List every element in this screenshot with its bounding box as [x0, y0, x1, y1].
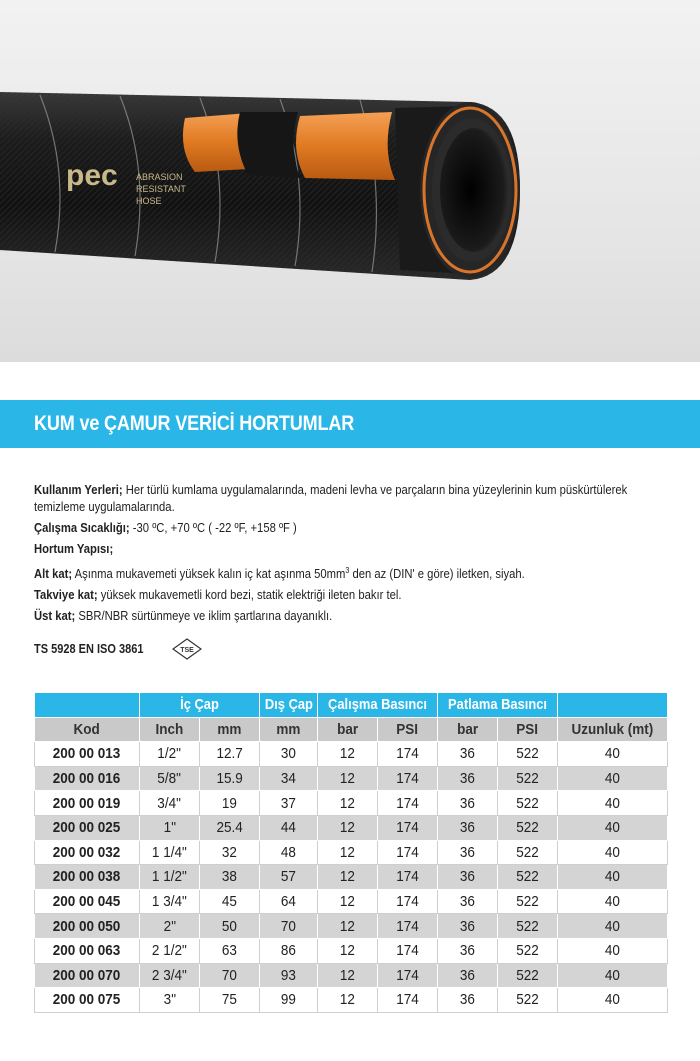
cell-burst-bar: 36 [438, 840, 498, 865]
cell-inner-mm: 15.9 [200, 766, 260, 791]
table-row [35, 865, 668, 890]
cell-burst-bar: 36 [438, 914, 498, 939]
blank-length-header [558, 693, 668, 718]
standard-reference: TS 5928 EN ISO 3861 [34, 642, 144, 656]
cell-work-bar: 12 [318, 963, 378, 988]
inner-layer-text-a: Aşınma mukavemeti yüksek kalın iç kat aşınma 50mm [72, 567, 346, 581]
col-work-psi: PSI [378, 717, 438, 742]
reinforcement-paragraph [34, 587, 674, 604]
col-code: Kod [35, 717, 140, 742]
hose-illustration [0, 0, 700, 362]
cell-outer-mm: 30 [260, 742, 318, 767]
col-burst-psi: PSI [498, 717, 558, 742]
cell-inner-mm: 70 [200, 963, 260, 988]
cell-inch: 2 1/2" [140, 938, 200, 963]
cell-length: 40 [558, 840, 668, 865]
cell-burst-bar: 36 [438, 791, 498, 816]
cell-work-bar: 12 [318, 840, 378, 865]
hose-print-line-2: RESISTANT [136, 184, 186, 194]
brand-logo: pec [66, 159, 118, 192]
temperature-paragraph [34, 520, 674, 537]
cell-work-psi: 174 [378, 742, 438, 767]
table-row [35, 791, 668, 816]
inner-layer-text-b: den az (DIN' e göre) iletken, siyah. [349, 567, 525, 581]
table-row [35, 938, 668, 963]
cell-work-psi: 174 [378, 815, 438, 840]
cell-burst-psi: 522 [498, 963, 558, 988]
usage-label: Kullanım Yerleri; [34, 483, 123, 497]
table-row [35, 889, 668, 914]
product-description [34, 482, 674, 629]
specification-table [34, 692, 668, 1013]
cell-code: 200 00 032 [35, 840, 140, 865]
cell-burst-psi: 522 [498, 865, 558, 890]
cell-inch: 3" [140, 988, 200, 1013]
table-row [35, 963, 668, 988]
inner-layer-sup: 3 [345, 566, 350, 575]
cell-burst-psi: 522 [498, 889, 558, 914]
cell-length: 40 [558, 766, 668, 791]
cell-work-psi: 174 [378, 914, 438, 939]
col-work-bar: bar [318, 717, 378, 742]
product-image [0, 0, 700, 362]
cell-work-bar: 12 [318, 938, 378, 963]
cell-inch: 1 1/2" [140, 865, 200, 890]
cell-burst-bar: 36 [438, 889, 498, 914]
cell-work-psi: 174 [378, 988, 438, 1013]
cell-code: 200 00 063 [35, 938, 140, 963]
cell-inch: 1" [140, 815, 200, 840]
cell-work-psi: 174 [378, 938, 438, 963]
cell-inch: 2" [140, 914, 200, 939]
cell-code: 200 00 075 [35, 988, 140, 1013]
cell-work-psi: 174 [378, 791, 438, 816]
cell-inner-mm: 25.4 [200, 815, 260, 840]
burst-pressure-header: Patlama Basıncı [438, 693, 558, 718]
table-row [35, 988, 668, 1013]
cell-inner-mm: 38 [200, 865, 260, 890]
table-row [35, 840, 668, 865]
cell-burst-psi: 522 [498, 938, 558, 963]
inner-layer-label: Alt kat; [34, 567, 73, 581]
cell-code: 200 00 025 [35, 815, 140, 840]
outer-layer-text: SBR/NBR sürtünmeye ve iklim şartlarına dayanıklı. [75, 609, 333, 623]
cell-length: 40 [558, 815, 668, 840]
cell-inch: 3/4" [140, 791, 200, 816]
cell-inner-mm: 50 [200, 914, 260, 939]
inner-layer-paragraph [34, 562, 674, 583]
temperature-text: -30 ºC, +70 ºC ( -22 ºF, +158 ºF ) [129, 521, 297, 535]
cell-work-psi: 174 [378, 963, 438, 988]
cell-length: 40 [558, 742, 668, 767]
section-banner [0, 400, 700, 448]
cell-burst-bar: 36 [438, 815, 498, 840]
cell-code: 200 00 016 [35, 766, 140, 791]
cell-length: 40 [558, 963, 668, 988]
cell-inch: 2 3/4" [140, 963, 200, 988]
cell-outer-mm: 99 [260, 988, 318, 1013]
cell-length: 40 [558, 889, 668, 914]
cell-inch: 5/8" [140, 766, 200, 791]
tse-logo-text: TSE [180, 647, 194, 654]
cell-outer-mm: 57 [260, 865, 318, 890]
cell-work-psi: 174 [378, 889, 438, 914]
outer-layer-paragraph [34, 608, 674, 625]
cell-work-bar: 12 [318, 988, 378, 1013]
cell-burst-psi: 522 [498, 815, 558, 840]
cell-burst-bar: 36 [438, 865, 498, 890]
col-inner-mm: mm [200, 717, 260, 742]
table-row [35, 815, 668, 840]
cell-work-bar: 12 [318, 914, 378, 939]
cell-work-bar: 12 [318, 791, 378, 816]
cell-outer-mm: 34 [260, 766, 318, 791]
cell-outer-mm: 86 [260, 938, 318, 963]
cell-burst-bar: 36 [438, 938, 498, 963]
cell-work-psi: 174 [378, 840, 438, 865]
cell-outer-mm: 37 [260, 791, 318, 816]
cell-burst-psi: 522 [498, 766, 558, 791]
cell-work-bar: 12 [318, 766, 378, 791]
cell-work-bar: 12 [318, 815, 378, 840]
structure-label: Hortum Yapısı; [34, 542, 114, 556]
col-length: Uzunluk (mt) [558, 717, 668, 742]
cell-inner-mm: 45 [200, 889, 260, 914]
table-row [35, 742, 668, 767]
outer-diameter-header: Dış Çap [260, 693, 318, 718]
temperature-label: Çalışma Sıcaklığı; [34, 521, 130, 535]
cell-burst-psi: 522 [498, 988, 558, 1013]
cell-length: 40 [558, 938, 668, 963]
usage-paragraph [34, 482, 674, 516]
cell-burst-psi: 522 [498, 791, 558, 816]
tse-certification-icon [172, 638, 202, 660]
cell-inner-mm: 12.7 [200, 742, 260, 767]
cell-length: 40 [558, 988, 668, 1013]
cell-inner-mm: 19 [200, 791, 260, 816]
cell-burst-bar: 36 [438, 742, 498, 767]
page-title: KUM ve ÇAMUR VERİCİ HORTUMLAR [34, 412, 355, 435]
cell-work-bar: 12 [318, 742, 378, 767]
cell-inch: 1 1/4" [140, 840, 200, 865]
outer-layer-label: Üst kat; [34, 609, 76, 623]
cell-outer-mm: 48 [260, 840, 318, 865]
cell-outer-mm: 44 [260, 815, 318, 840]
reinforcement-label: Takviye kat; [34, 588, 98, 602]
cell-code: 200 00 013 [35, 742, 140, 767]
structure-heading [34, 541, 674, 558]
working-pressure-header: Çalışma Basıncı [318, 693, 438, 718]
cell-code: 200 00 045 [35, 889, 140, 914]
cell-outer-mm: 70 [260, 914, 318, 939]
cell-code: 200 00 038 [35, 865, 140, 890]
cell-work-psi: 174 [378, 766, 438, 791]
cell-work-bar: 12 [318, 889, 378, 914]
cell-burst-psi: 522 [498, 914, 558, 939]
cell-inner-mm: 32 [200, 840, 260, 865]
cell-inner-mm: 63 [200, 938, 260, 963]
cell-code: 200 00 019 [35, 791, 140, 816]
col-inch: Inch [140, 717, 200, 742]
inner-diameter-header: İç Çap [140, 693, 260, 718]
hose-print-line-1: ABRASION [136, 172, 183, 182]
cell-burst-bar: 36 [438, 766, 498, 791]
cell-length: 40 [558, 865, 668, 890]
cell-work-bar: 12 [318, 865, 378, 890]
usage-text: Her türlü kumlama uygulamalarında, madeni levha ve parçaların bina yüzeylerinin kum püskürtülerek temizleme uygulamalarında. [34, 483, 628, 514]
cell-length: 40 [558, 914, 668, 939]
cell-code: 200 00 070 [35, 963, 140, 988]
col-outer-mm: mm [260, 717, 318, 742]
cell-code: 200 00 050 [35, 914, 140, 939]
cell-work-psi: 174 [378, 865, 438, 890]
blank-group-header [35, 693, 140, 718]
column-header-row [35, 717, 668, 742]
cell-outer-mm: 93 [260, 963, 318, 988]
cell-outer-mm: 64 [260, 889, 318, 914]
table-row [35, 914, 668, 939]
hose-print-line-3: HOSE [136, 196, 162, 206]
reinforcement-text: yüksek mukavemetli kord bezi, statik elektriği ileten bakır tel. [97, 588, 402, 602]
cell-burst-psi: 522 [498, 840, 558, 865]
group-header-row [35, 693, 668, 718]
cell-length: 40 [558, 791, 668, 816]
col-burst-bar: bar [438, 717, 498, 742]
cell-inch: 1 3/4" [140, 889, 200, 914]
cell-burst-psi: 522 [498, 742, 558, 767]
table-row [35, 766, 668, 791]
cell-inch: 1/2" [140, 742, 200, 767]
cell-burst-bar: 36 [438, 988, 498, 1013]
cell-burst-bar: 36 [438, 963, 498, 988]
cell-inner-mm: 75 [200, 988, 260, 1013]
